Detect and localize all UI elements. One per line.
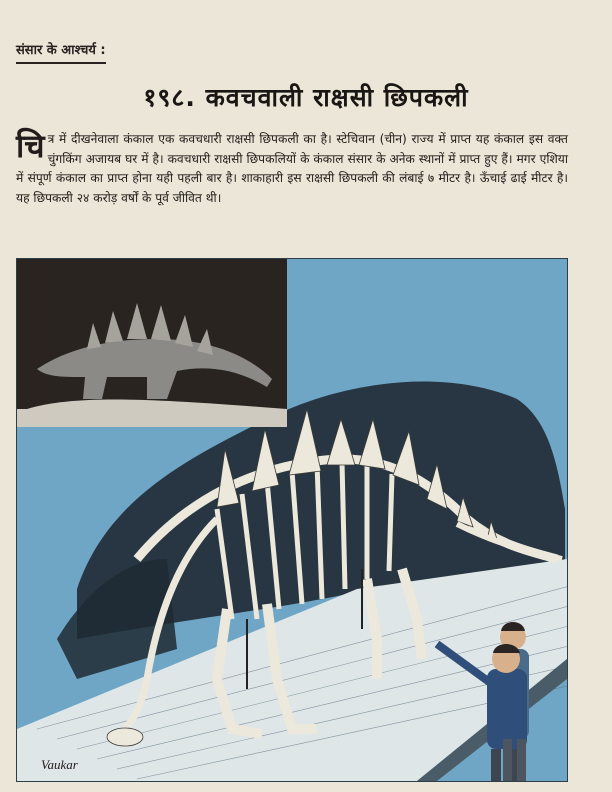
- article-body-text: त्र में दीखनेवाला कंकाल एक कवचधारी राक्षसी छिपकली का है। स्टेचिवान (चीन) राज्य में प्राप्त यह कंकाल इस वक्त चुंगकिंग अजायब घर में है। कवचधारी राक्षसी छिपकलियों के कंकाल संसार के अनेक स्थानों में प्राप्त हुए हैं। मगर एशिया में संपूर्ण कंकाल का प्राप्त होना यही पहली बार है। शाकाहारी इस राक्षसी छिपकली की लंबाई ७ मीटर है। ऊँचाई ढाई मीटर है। यह छिपकली २४ करोड़ वर्षों के पूर्व जीवित थी।: [16, 132, 568, 205]
- illustration-panel: [16, 258, 568, 782]
- inset-stegosaurus: [17, 259, 287, 427]
- article-body: [16, 127, 568, 208]
- article-title: १९८. कवचवाली राक्षसी छिपकली: [143, 83, 469, 112]
- dropcap: चि: [16, 127, 45, 165]
- series-label: संसार के आश्चर्य :: [16, 40, 106, 64]
- museum-illustration: [17, 259, 567, 781]
- artist-signature: Vaukar: [41, 757, 78, 772]
